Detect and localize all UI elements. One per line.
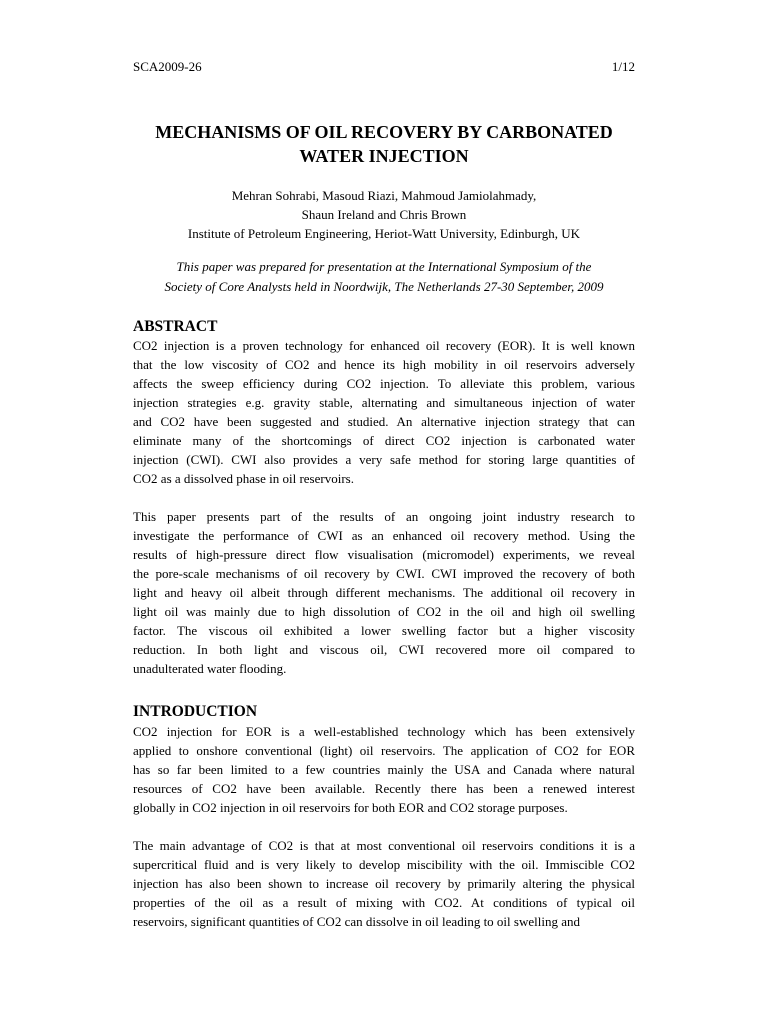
- text-line: injection strategies e.g. gravity stable, alternating and simultaneous injection of water: [133, 395, 635, 410]
- authors-line-2: Shaun Ireland and Chris Brown: [301, 207, 467, 222]
- text-line: globally in CO2 injection in oil reservoirs for both EOR and CO2 storage purposes.: [133, 800, 568, 815]
- introduction-heading: INTRODUCTION: [133, 703, 258, 720]
- title-line-1: MECHANISMS OF OIL RECOVERY BY CARBONATED: [155, 122, 613, 142]
- text-line: CO2 as a dissolved phase in oil reservoirs.: [133, 471, 354, 486]
- text-line: reservoirs, significant quantities of CO2 can dissolve in oil leading to oil swelling and: [133, 914, 580, 929]
- introduction-paragraph-1: [133, 722, 635, 817]
- text-line: results of high-pressure direct flow visualisation (micromodel) experiments, we reveal: [133, 547, 635, 562]
- text-line: has so far been limited to a few countries mainly the USA and Canada where natural: [133, 762, 635, 777]
- text-line: injection has also been shown to increase oil recovery by primarily altering the physical: [133, 876, 635, 891]
- text-line: affects the sweep efficiency during CO2 injection. To alleviate this problem, various: [133, 376, 635, 391]
- text-line: CO2 injection for EOR is a well-established technology which has been extensively: [133, 724, 635, 739]
- abstract-paragraph-2: [133, 507, 635, 678]
- text-line: the pore-scale mechanisms of oil recovery by CWI. CWI improved the recovery of both: [133, 566, 635, 581]
- text-line: that the low viscosity of CO2 and hence its high mobility in oil reservoirs adversely: [133, 357, 635, 372]
- text-line: unadulterated water flooding.: [133, 661, 287, 676]
- text-line: properties of the oil as a result of mixing with CO2. At conditions of typical oil: [133, 895, 635, 910]
- presentation-note: [133, 257, 635, 296]
- text-line: This paper presents part of the results of an ongoing joint industry research to: [133, 509, 635, 524]
- note-line-2: Society of Core Analysts held in Noordwijk, The Netherlands 27-30 September, 2009: [164, 278, 604, 294]
- abstract-paragraph-1: [133, 336, 635, 488]
- text-line: eliminate many of the shortcomings of direct CO2 injection is carbonated water: [133, 433, 635, 448]
- text-line: and CO2 have been suggested and studied. An alternative injection strategy that can: [133, 414, 635, 429]
- text-line: investigate the performance of CWI as an enhanced oil recovery method. Using the: [133, 528, 635, 543]
- text-line: resources of CO2 have been available. Recently there has been a renewed interest: [133, 781, 635, 796]
- introduction-paragraph-2: [133, 836, 635, 931]
- text-line: applied to onshore conventional (light) oil reservoirs. The application of CO2 for EOR: [133, 743, 635, 758]
- text-line: light and heavy oil albeit through different mechanisms. The additional oil recovery in: [133, 585, 635, 600]
- affiliation: Institute of Petroleum Engineering, Heriot-Watt University, Edinburgh, UK: [187, 226, 581, 241]
- title-line-2: WATER INJECTION: [299, 146, 469, 166]
- authors-line-1: Mehran Sohrabi, Masoud Riazi, Mahmoud Jamiolahmady,: [231, 188, 537, 203]
- text-line: supercritical fluid and is very likely to develop miscibility with the oil. Immiscible CO2: [133, 857, 635, 872]
- paper-id: SCA2009-26: [133, 59, 202, 74]
- text-line: factor. The viscous oil exhibited a lower swelling factor but a higher viscosity: [133, 623, 635, 638]
- paper-title: [133, 120, 635, 168]
- text-line: The main advantage of CO2 is that at most conventional oil reservoirs conditions it is a: [133, 838, 635, 853]
- abstract-heading: ABSTRACT: [133, 318, 218, 335]
- running-header: [133, 59, 635, 75]
- text-line: CO2 injection is a proven technology for enhanced oil recovery (EOR). It is well known: [133, 338, 635, 353]
- author-block: [133, 186, 635, 243]
- note-line-1: This paper was prepared for presentation at the International Symposium of the: [176, 259, 592, 274]
- page-number: 1/12: [611, 59, 635, 74]
- text-line: reduction. In both light and viscous oil, CWI recovered more oil compared to: [133, 642, 635, 657]
- text-line: light oil was mainly due to high dissolution of CO2 in the oil and high oil swelling: [133, 604, 635, 619]
- text-line: injection (CWI). CWI also provides a very safe method for storing large quantities of: [133, 452, 635, 467]
